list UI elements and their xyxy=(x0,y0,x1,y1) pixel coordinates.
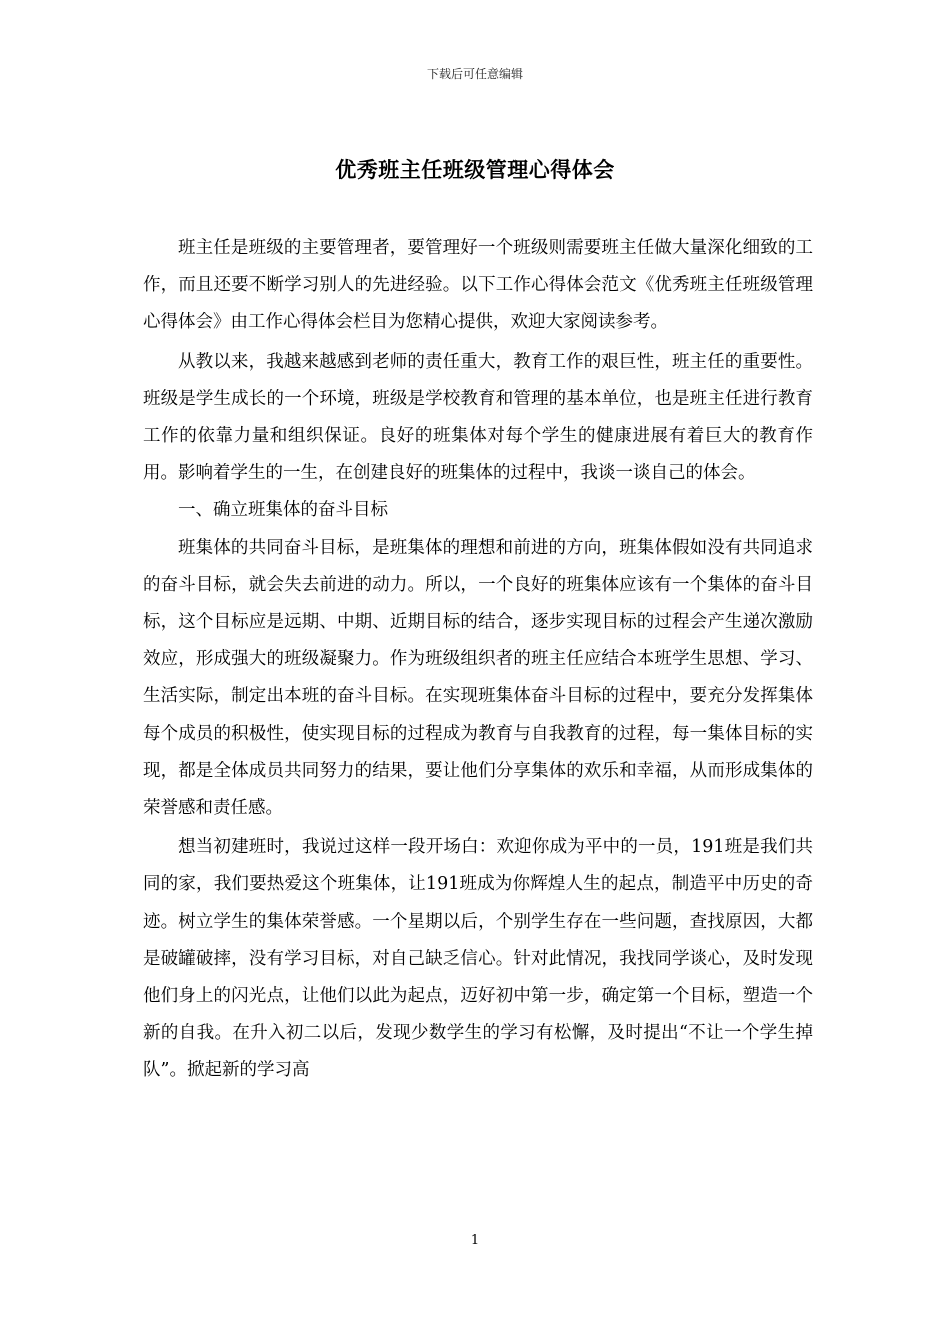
section-heading-goal: 一、确立班集体的奋斗目标 xyxy=(178,500,388,521)
page-number: 1 xyxy=(470,1233,480,1248)
document-body xyxy=(143,230,813,1090)
document-title: 优秀班主任班级管理心得体会 xyxy=(335,158,615,182)
paragraph-class-start: 想当初建班时，我说过这样一段开场白：欢迎你成为平中的一员，191班是我们共同的家，我们要热爱这个班集体，让191班成为你辉煌人生的起点，制造平中历史的奇迹。树立学生的集体荣誉感。一个星期以后，个别学生存在一些问题，查找原因，大都是破罐破摔，没有学习目标，对自己缺乏信心。针对此情况，我找同学谈心，及时发现他们身上的闪光点，让他们以此为起点，迈好初中第一步，确定第一个目标，塑造一个新的自我。在升入初二以后，发现少数学生的学习有松懈，及时提出“不让一个学生掉队”。掀起新的学习高 xyxy=(143,837,813,1081)
page-header-note: 下载后可任意编辑 xyxy=(426,67,523,81)
paragraph-intro: 班主任是班级的主要管理者，要管理好一个班级则需要班主任做大量深化细致的工作，而且还要不断学习别人的先进经验。以下工作心得体会范文《优秀班主任班级管理心得体会》由工作心得体会栏目为您精心提供，欢迎大家阅读参考。 xyxy=(143,238,813,333)
paragraph-teaching-experience: 从教以来，我越来越感到老师的责任重大，教育工作的艰巨性，班主任的重要性。班级是学生成长的一个环境，班级是学校教育和管理的基本单位，也是班主任进行教育工作的依靠力量和组织保证。良好的班集体对每个学生的健康进展有着巨大的教育作用。影响着学生的一生，在创建良好的班集体的过程中，我谈一谈自己的体会。 xyxy=(143,351,813,484)
paragraph-class-goal: 班集体的共同奋斗目标，是班集体的理想和前进的方向，班集体假如没有共同追求的奋斗目标，就会失去前进的动力。所以，一个良好的班集体应该有一个集体的奋斗目标，这个目标应是远期、中期、近期目标的结合，逐步实现目标的过程会产生递次激励效应，形成强大的班级凝聚力。作为班级组织者的班主任应结合本班学生思想、学习、生活实际，制定出本班的奋斗目标。在实现班集体奋斗目标的过程中，要充分发挥集体每个成员的积极性，使实现目标的过程成为教育与自我教育的过程，每一集体目标的实现，都是全体成员共同努力的结果，要让他们分享集体的欢乐和幸福，从而形成集体的荣誉感和责任感。 xyxy=(143,537,813,819)
